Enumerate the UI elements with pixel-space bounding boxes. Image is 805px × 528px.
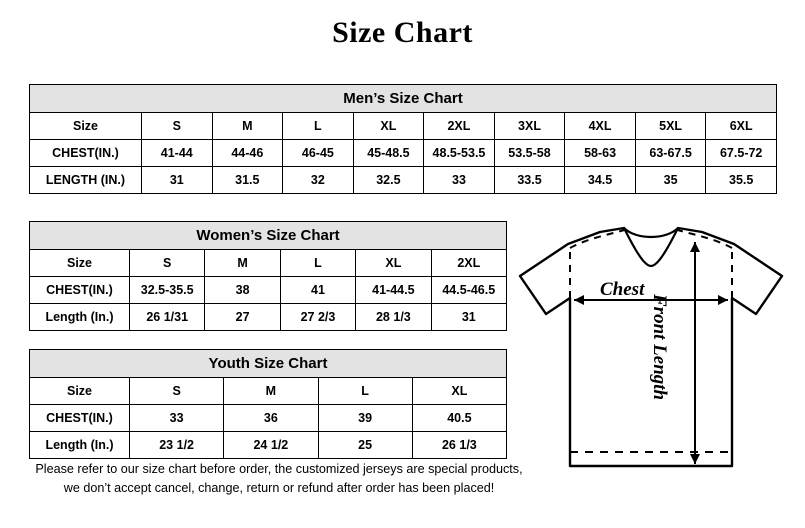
column-header: L — [280, 250, 355, 277]
column-header: Size — [30, 378, 130, 405]
column-header: 6XL — [706, 113, 777, 140]
chest-measure-label: Chest — [600, 279, 645, 300]
table-cell: 32.5-35.5 — [130, 277, 205, 304]
womens-table-caption: Women’s Size Chart — [30, 222, 507, 250]
table-cell: 27 — [205, 304, 280, 331]
table-header-row — [30, 378, 507, 405]
youth-table-caption: Youth Size Chart — [30, 350, 507, 378]
column-header: XL — [353, 113, 424, 140]
table-cell: 35 — [635, 167, 706, 194]
table-cell: 39 — [318, 405, 412, 432]
table-cell: 34.5 — [565, 167, 636, 194]
table-cell: 25 — [318, 432, 412, 459]
table-cell: 41-44 — [142, 140, 213, 167]
table-row — [30, 304, 507, 331]
table-row — [30, 167, 777, 194]
table-header-row — [30, 250, 507, 277]
column-header: M — [212, 113, 283, 140]
table-cell: 26 1/3 — [412, 432, 506, 459]
table-cell: 41 — [280, 277, 355, 304]
table-cell: 28 1/3 — [356, 304, 431, 331]
column-header: XL — [356, 250, 431, 277]
table-cell: 44-46 — [212, 140, 283, 167]
column-header: L — [318, 378, 412, 405]
column-header: 4XL — [565, 113, 636, 140]
table-cell: 31 — [142, 167, 213, 194]
table-cell: 58-63 — [565, 140, 636, 167]
table-cell: 31 — [431, 304, 506, 331]
table-row — [30, 140, 777, 167]
table-cell: 53.5-58 — [494, 140, 565, 167]
column-header: 2XL — [431, 250, 506, 277]
row-label: CHEST(IN.) — [30, 405, 130, 432]
column-header: 5XL — [635, 113, 706, 140]
front-length-measure-label: Front Length — [649, 294, 670, 401]
table-cell: 33.5 — [494, 167, 565, 194]
column-header: Size — [30, 113, 142, 140]
table-cell: 27 2/3 — [280, 304, 355, 331]
table-cell: 23 1/2 — [130, 432, 224, 459]
table-cell: 36 — [224, 405, 318, 432]
table-cell: 40.5 — [412, 405, 506, 432]
womens-size-chart-table — [29, 221, 507, 331]
column-header: XL — [412, 378, 506, 405]
column-header: S — [130, 378, 224, 405]
table-cell: 67.5-72 — [706, 140, 777, 167]
size-chart-note: Please refer to our size chart before order, the customized jerseys are special products, we don’t accept cancel, change, return or refund after order has been placed! — [35, 462, 523, 495]
row-label: LENGTH (IN.) — [30, 167, 142, 194]
table-cell: 35.5 — [706, 167, 777, 194]
table-row — [30, 405, 507, 432]
column-header: Size — [30, 250, 130, 277]
mens-size-chart-table — [29, 84, 777, 194]
table-cell: 41-44.5 — [356, 277, 431, 304]
row-label: CHEST(IN.) — [30, 140, 142, 167]
table-cell: 32 — [283, 167, 354, 194]
column-header: 2XL — [424, 113, 495, 140]
table-cell: 38 — [205, 277, 280, 304]
table-cell: 44.5-46.5 — [431, 277, 506, 304]
row-label: CHEST(IN.) — [30, 277, 130, 304]
table-caption-row — [30, 222, 507, 250]
table-header-row — [30, 113, 777, 140]
table-cell: 63-67.5 — [635, 140, 706, 167]
column-header: 3XL — [494, 113, 565, 140]
row-label: Length (In.) — [30, 304, 130, 331]
column-header: M — [224, 378, 318, 405]
column-header: M — [205, 250, 280, 277]
table-cell: 32.5 — [353, 167, 424, 194]
size-chart-page — [0, 16, 805, 528]
table-cell: 48.5-53.5 — [424, 140, 495, 167]
column-header: S — [142, 113, 213, 140]
table-cell: 33 — [130, 405, 224, 432]
column-header: L — [283, 113, 354, 140]
column-header: S — [130, 250, 205, 277]
table-cell: 45-48.5 — [353, 140, 424, 167]
table-row — [30, 432, 507, 459]
table-cell: 26 1/31 — [130, 304, 205, 331]
table-cell: 24 1/2 — [224, 432, 318, 459]
youth-size-chart-table — [29, 349, 507, 459]
page-title: Size Chart — [332, 16, 473, 49]
table-cell: 46-45 — [283, 140, 354, 167]
table-cell: 33 — [424, 167, 495, 194]
table-row — [30, 277, 507, 304]
table-caption-row — [30, 85, 777, 113]
mens-table-caption: Men’s Size Chart — [30, 85, 777, 113]
table-cell: 31.5 — [212, 167, 283, 194]
table-caption-row — [30, 350, 507, 378]
row-label: Length (In.) — [30, 432, 130, 459]
